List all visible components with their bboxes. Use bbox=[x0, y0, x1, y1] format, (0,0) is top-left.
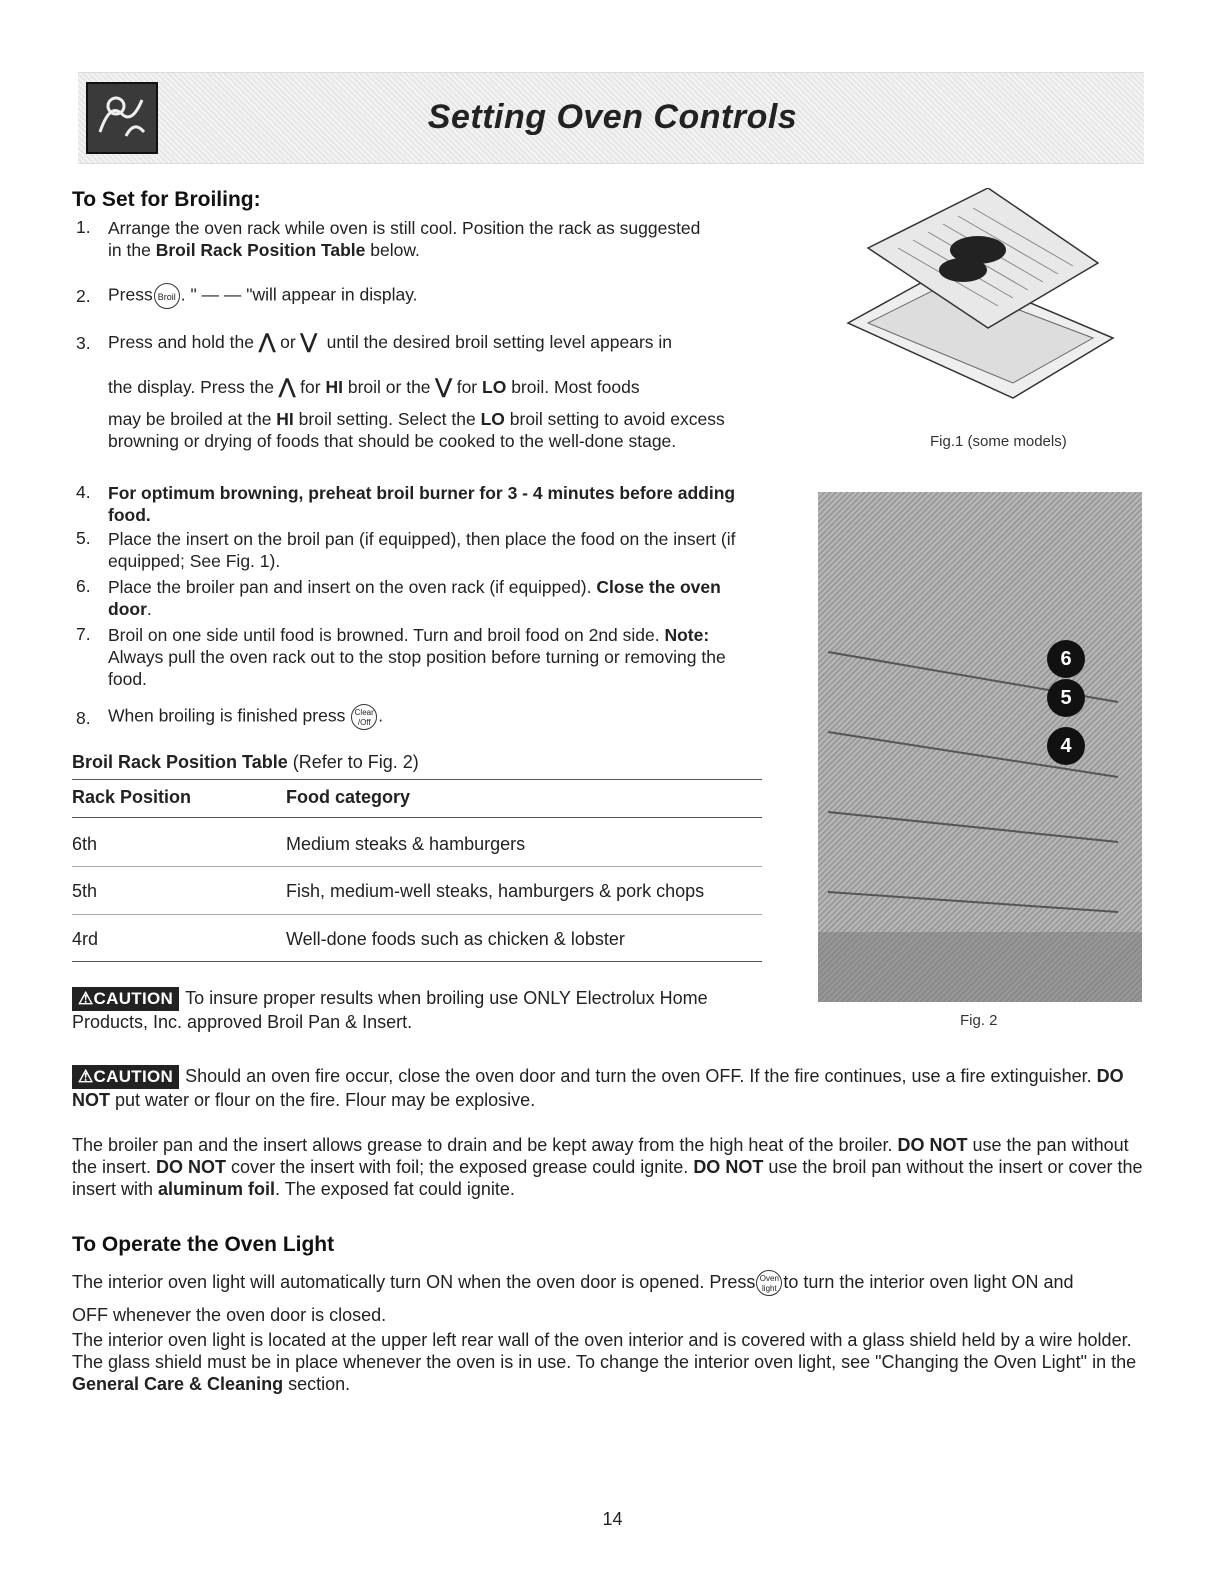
table-rule bbox=[72, 961, 762, 962]
table-cell: Medium steaks & hamburgers bbox=[286, 834, 526, 854]
oven-light-paragraph: The interior oven light is located at the upper left rear wall of the oven interior and is covered with a glass shield held by a wire holder. The glass shield must be in place whenever the oven is in use. To change the interior oven light, see "Changing the Oven Light" in the General Care & Cleaning section. bbox=[72, 1330, 1137, 1394]
caution-label: ⚠CAUTION bbox=[72, 1065, 179, 1089]
table-cell: 4rd bbox=[72, 929, 99, 949]
page-number: 14 bbox=[602, 1509, 623, 1529]
page-title: Setting Oven Controls bbox=[427, 98, 798, 136]
step-number: 4. bbox=[76, 482, 91, 502]
step-4: For optimum browning, preheat broil burner for 3 - 4 minutes before adding food. bbox=[108, 483, 736, 525]
broil-button-icon: Broil bbox=[154, 283, 180, 309]
broiling-heading: To Set for Broiling: bbox=[72, 188, 261, 211]
step-5: Place the insert on the broil pan (if equipped), then place the food on the insert (if equipped; See Fig. 1). bbox=[108, 529, 736, 571]
broil-pan-figure bbox=[838, 188, 1118, 423]
step-number: 8. bbox=[76, 708, 91, 728]
clear-off-button-icon: Clear /Off bbox=[351, 704, 377, 730]
oven-light-line1: The interior oven light will automatically turn ON when the oven door is opened. Press Oven light to turn the interior oven light ON and bbox=[72, 1270, 1152, 1296]
table-header-rack: Rack Position bbox=[72, 787, 192, 807]
step-1: Arrange the oven rack while oven is still cool. Position the rack as suggested in the Broil Rack Position Table below. bbox=[108, 218, 701, 260]
fig2-caption: Fig. 2 bbox=[960, 1012, 998, 1029]
oven-light-button-icon: Oven light bbox=[756, 1270, 782, 1296]
step-number: 6. bbox=[76, 576, 91, 596]
step-number: 7. bbox=[76, 624, 91, 644]
caution-note-2: ⚠CAUTION Should an oven fire occur, close the oven door and turn the oven OFF. If the fire continues, use a fire extinguisher. DO NOT put water or flour on the fire. Flour may be explosive. bbox=[72, 1066, 1124, 1110]
step-number: 1. bbox=[76, 217, 91, 237]
up-arrow-icon: ⋀ bbox=[258, 331, 276, 353]
step-number: 3. bbox=[76, 333, 91, 353]
down-arrow-icon: ⋁ bbox=[300, 331, 317, 353]
table-rule bbox=[72, 779, 762, 780]
oven-interior-figure bbox=[818, 492, 1142, 1002]
table-rule bbox=[72, 817, 762, 818]
step-3-line1: Press and hold the ⋀ or ⋁ until the desired broil setting level appears in bbox=[108, 331, 673, 353]
step-7: Broil on one side until food is browned. Turn and broil food on 2nd side. Note: Always pull the oven rack out to the stop position before turning or removing the food. bbox=[108, 625, 726, 689]
rack-position-badge: 5 bbox=[1047, 679, 1085, 717]
step-number: 5. bbox=[76, 528, 91, 548]
table-header-food: Food category bbox=[286, 787, 411, 807]
table-cell: 5th bbox=[72, 881, 98, 901]
table-rule bbox=[72, 914, 762, 915]
up-arrow-icon: ⋀ bbox=[278, 376, 296, 398]
step-3-line3: may be broiled at the HI broil setting. Select the LO broil setting to avoid excess browning or drying of foods that should be cooked to the well-done stage. bbox=[108, 409, 725, 451]
fig1-caption: Fig.1 (some models) bbox=[930, 433, 1067, 450]
rack-position-badge: 4 bbox=[1047, 727, 1085, 765]
table-cell: 6th bbox=[72, 834, 98, 854]
table-title: Broil Rack Position Table (Refer to Fig. 2) bbox=[72, 752, 419, 772]
table-cell: Well-done foods such as chicken & lobster bbox=[286, 929, 625, 949]
step-3-line2: the display. Press the ⋀ for HI broil or the ⋁ for LO broil. Most foods bbox=[108, 376, 640, 398]
oven-light-line2: OFF whenever the oven door is closed. bbox=[72, 1305, 387, 1325]
step-2: Press Broil . " — — "will appear in display. bbox=[108, 283, 768, 309]
oven-light-heading: To Operate the Oven Light bbox=[72, 1233, 335, 1256]
caution-note-1: ⚠CAUTION To insure proper results when broiling use ONLY Electrolux Home Products, Inc. approved Broil Pan & Insert. bbox=[72, 988, 708, 1032]
caution-label: ⚠CAUTION bbox=[72, 987, 179, 1011]
broiler-paragraph: The broiler pan and the insert allows grease to drain and be kept away from the high heat of the broiler. DO NOT use the pan without the insert. DO NOT cover the insert with foil; the exposed grease could ignite. DO NOT use the broil pan without the insert or cover the insert with aluminum foil. The exposed fat could ignite. bbox=[72, 1135, 1143, 1199]
rack-position-badge: 6 bbox=[1047, 640, 1085, 678]
table-rule bbox=[72, 866, 762, 867]
step-number: 2. bbox=[76, 286, 91, 306]
step-8: When broiling is finished press Clear /Off . bbox=[108, 704, 768, 730]
down-arrow-icon: ⋁ bbox=[435, 376, 452, 398]
table-cell: Fish, medium-well steaks, hamburgers & pork chops bbox=[286, 881, 705, 901]
step-6: Place the broiler pan and insert on the oven rack (if equipped). Close the oven door. bbox=[108, 577, 721, 619]
